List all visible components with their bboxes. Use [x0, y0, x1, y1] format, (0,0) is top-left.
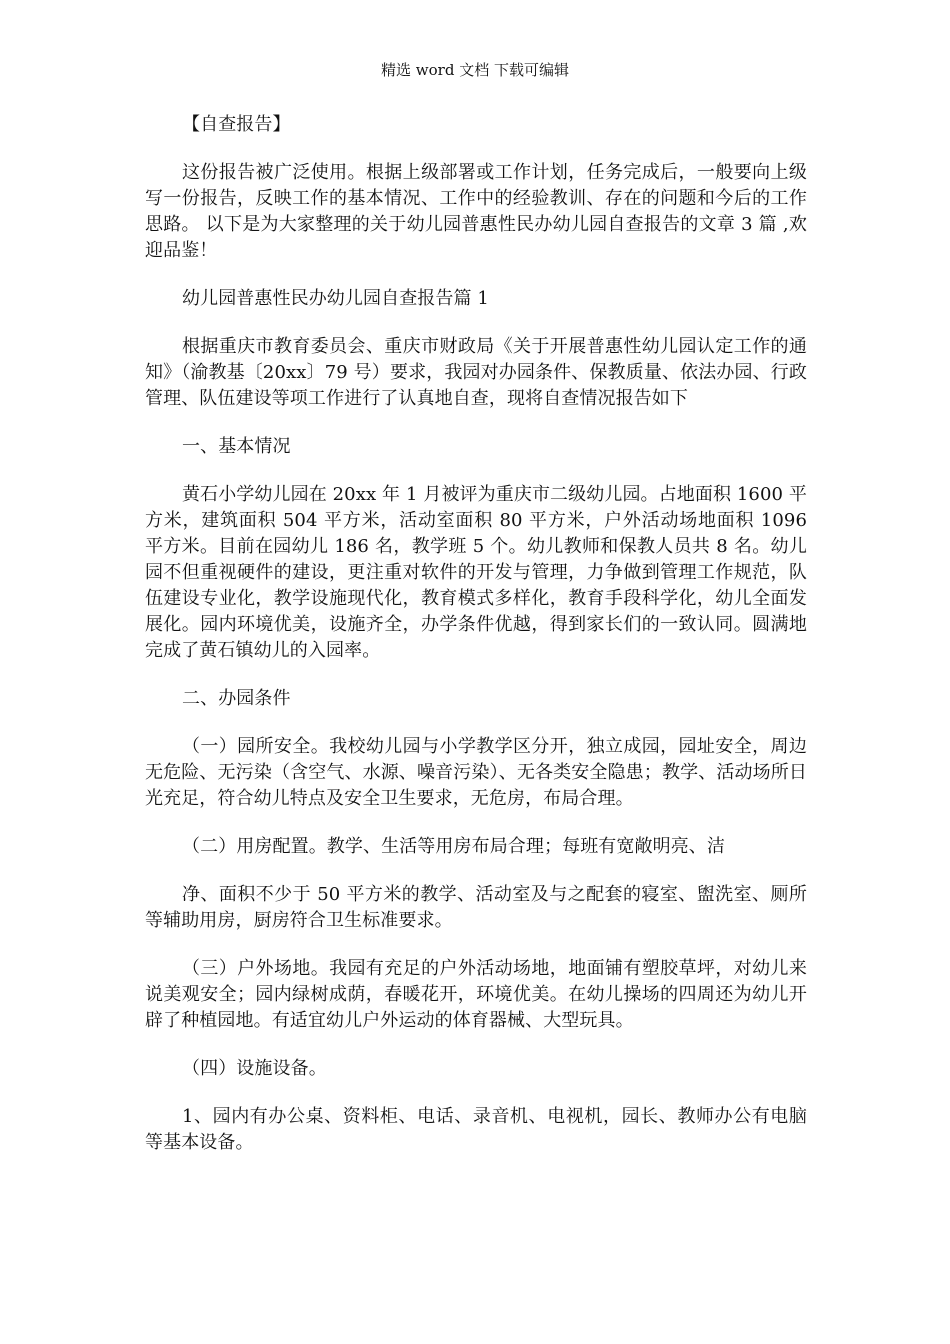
- facilities-heading-paragraph: （四）设施设备。: [182, 1058, 327, 1079]
- basis-paragraph: 根据重庆市教育委员会、重庆市财政局《关于开展普惠性幼儿园认定工作的通知》（渝教基〔20xx〕79 号）要求，我园对办园条件、保教质量、依法办园、行政管理、队伍建设等项工作进行了认真地自查，现将自查情况报告如下: [145, 336, 807, 409]
- section-title-paragraph: 幼儿园普惠性民办幼儿园自查报告篇 1: [182, 288, 489, 309]
- room-config-continued-paragraph: 净、面积不少于 50 平方米的教学、活动室及与之配套的寝室、盥洗室、厕所等辅助用房，厨房符合卫生标准要求。: [145, 884, 807, 931]
- facilities-item-paragraph: 1、园内有办公桌、资料柜、电话、录音机、电视机，园长、教师办公有电脑等基本设备。: [145, 1106, 807, 1153]
- outdoor-area-paragraph: （三）户外场地。我园有充足的户外活动场地，地面铺有塑胶草坪，对幼儿来说美观安全；园内绿树成荫，春暖花开，环境优美。在幼儿操场的四周还为幼儿开辟了种植园地。有适宜幼儿户外运动的体育器械、大型玩具。: [145, 958, 807, 1031]
- heading-conditions: 二、办园条件: [182, 688, 291, 709]
- report-title-paragraph: 【自查报告】: [182, 114, 291, 135]
- campus-safety-paragraph: （一）园所安全。我校幼儿园与小学教学区分开，独立成园，园址安全，周边无危险、无污染（含空气、水源、噪音污染）、无各类安全隐患；教学、活动场所日光充足，符合幼儿特点及安全卫生要求，无危房，布局合理。: [145, 736, 807, 809]
- basic-situation-paragraph: 黄石小学幼儿园在 20xx 年 1 月被评为重庆市二级幼儿园。占地面积 1600 平方米，建筑面积 504 平方米，活动室面积 80 平方米，户外活动场地面积 1096 平方米。目前在园幼儿 186 名，教学班 5 个。幼儿教师和保教人员共 8 名。幼儿园不但重视硬件的建设，更注重对软件的开发与管理，力争做到管理工作规范，队伍建设专业化，教学设施现代化，教育模式多样化，教育手段科学化，幼儿全面发展化。园内环境优美，设施齐全，办学条件优越，得到家长们的一致认同。圆满地完成了黄石镇幼儿的入园率。: [145, 484, 807, 661]
- heading-basic-situation: 一、基本情况: [182, 436, 291, 457]
- room-config-paragraph: （二）用房配置。教学、生活等用房布局合理；每班有宽敞明亮、洁: [182, 836, 725, 857]
- intro-paragraph: 这份报告被广泛使用。根据上级部署或工作计划，任务完成后，一般要向上级写一份报告，反映工作的基本情况、工作中的经验教训、存在的问题和今后的工作思路。 以下是为大家整理的关于幼儿园普惠性民办幼儿园自查报告的文章 3 篇 ,欢迎品鉴！: [145, 162, 807, 261]
- document-body: [145, 112, 807, 1178]
- page-header: 精选 word 文档 下载可编辑: [381, 61, 569, 79]
